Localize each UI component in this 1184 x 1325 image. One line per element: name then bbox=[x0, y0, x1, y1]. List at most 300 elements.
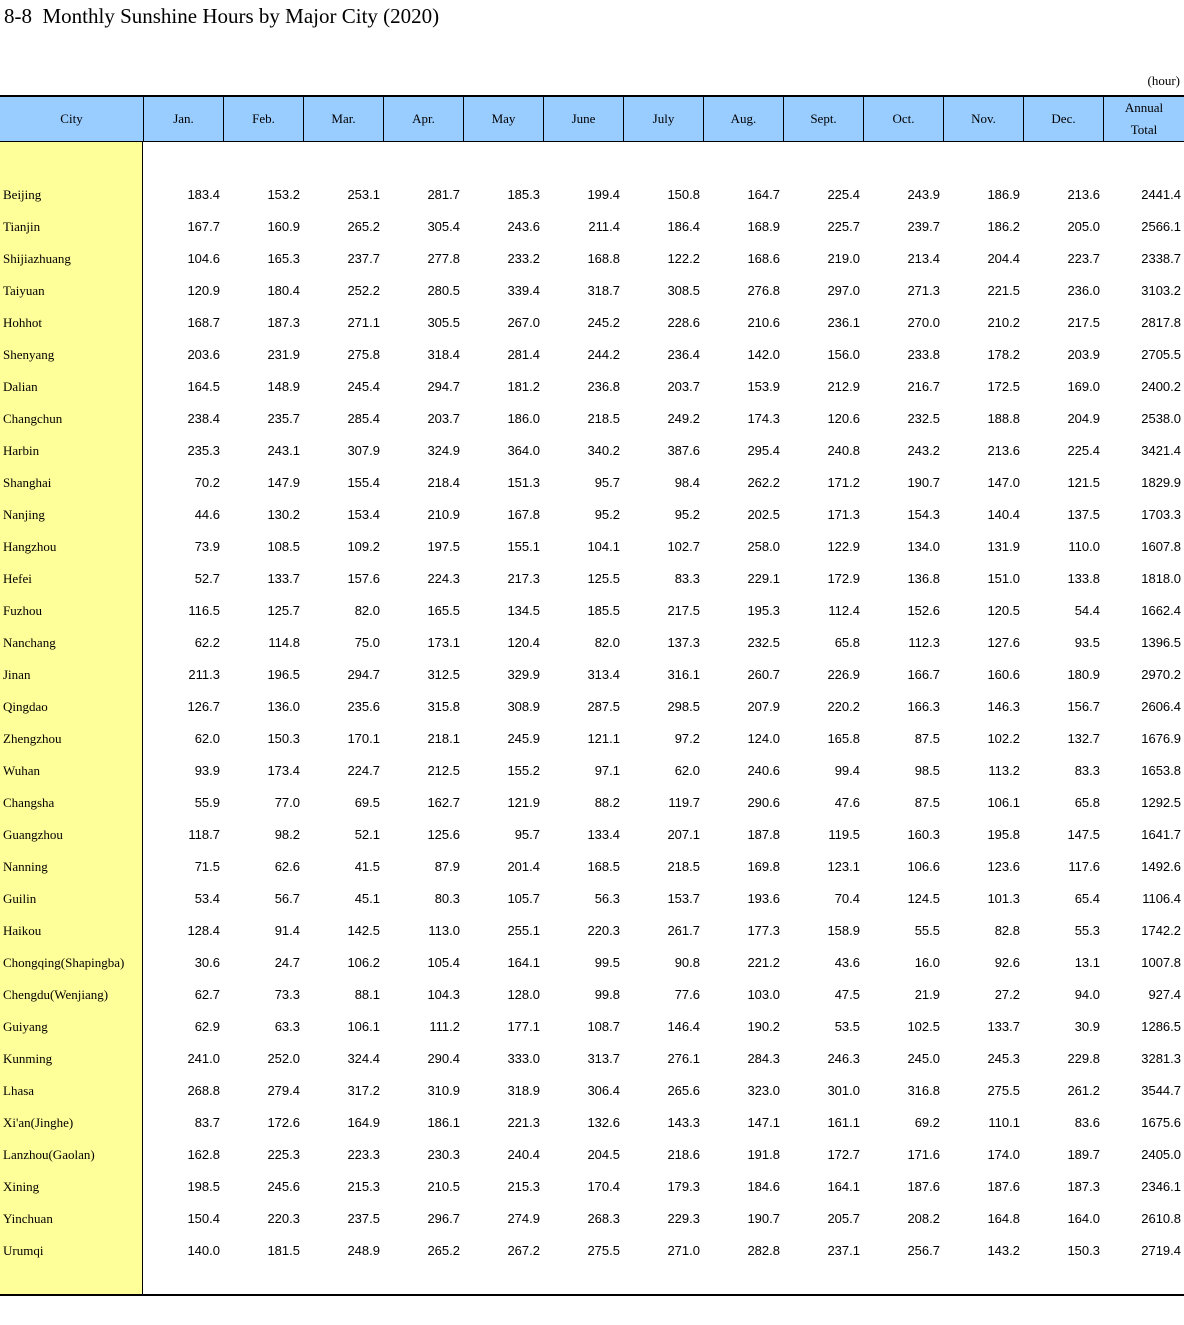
month-value: 97.2 bbox=[674, 731, 700, 746]
month-value: 150.4 bbox=[187, 1211, 220, 1226]
month-value: 65.8 bbox=[1074, 795, 1100, 810]
month-value: 181.5 bbox=[267, 1243, 300, 1258]
month-value: 52.1 bbox=[354, 827, 380, 842]
month-value: 133.4 bbox=[587, 827, 620, 842]
month-value: 87.5 bbox=[914, 731, 940, 746]
month-value: 92.6 bbox=[994, 955, 1020, 970]
month-value: 153.9 bbox=[747, 379, 780, 394]
month-value: 172.6 bbox=[267, 1115, 300, 1130]
month-value: 223.3 bbox=[347, 1147, 380, 1162]
table-row bbox=[0, 724, 1184, 756]
month-value: 13.1 bbox=[1074, 955, 1100, 970]
month-value: 217.3 bbox=[507, 571, 540, 586]
month-value: 166.7 bbox=[907, 667, 940, 682]
annual-total-value: 1607.8 bbox=[1141, 539, 1181, 554]
month-value: 244.2 bbox=[587, 347, 620, 362]
month-value: 133.7 bbox=[987, 1019, 1020, 1034]
month-value: 75.0 bbox=[354, 635, 380, 650]
month-value: 24.7 bbox=[274, 955, 300, 970]
annual-total-value: 2566.1 bbox=[1141, 219, 1181, 234]
month-value: 120.6 bbox=[827, 411, 860, 426]
month-value: 95.2 bbox=[674, 507, 700, 522]
month-value: 245.2 bbox=[587, 315, 620, 330]
month-value: 167.8 bbox=[507, 507, 540, 522]
month-value: 56.3 bbox=[594, 891, 620, 906]
month-value: 223.7 bbox=[1067, 251, 1100, 266]
header-month: July bbox=[623, 97, 703, 141]
annual-total-value: 1492.6 bbox=[1141, 859, 1181, 874]
month-value: 210.2 bbox=[987, 315, 1020, 330]
month-value: 173.1 bbox=[427, 635, 460, 650]
month-value: 83.3 bbox=[674, 571, 700, 586]
month-value: 101.3 bbox=[987, 891, 1020, 906]
month-value: 168.9 bbox=[747, 219, 780, 234]
header-month: Sept. bbox=[783, 97, 863, 141]
month-value: 294.7 bbox=[347, 667, 380, 682]
month-value: 220.2 bbox=[827, 699, 860, 714]
month-value: 239.7 bbox=[907, 219, 940, 234]
month-value: 131.9 bbox=[987, 539, 1020, 554]
month-value: 265.6 bbox=[667, 1083, 700, 1098]
month-value: 106.1 bbox=[347, 1019, 380, 1034]
month-value: 171.3 bbox=[827, 507, 860, 522]
month-value: 212.9 bbox=[827, 379, 860, 394]
month-value: 235.6 bbox=[347, 699, 380, 714]
month-value: 190.2 bbox=[747, 1019, 780, 1034]
month-value: 225.3 bbox=[267, 1147, 300, 1162]
month-value: 156.7 bbox=[1067, 699, 1100, 714]
month-value: 73.3 bbox=[274, 987, 300, 1002]
month-value: 229.3 bbox=[667, 1211, 700, 1226]
month-value: 65.4 bbox=[1074, 891, 1100, 906]
month-value: 211.3 bbox=[188, 667, 220, 682]
month-value: 268.8 bbox=[187, 1083, 220, 1098]
month-value: 82.0 bbox=[594, 635, 620, 650]
month-value: 147.0 bbox=[987, 475, 1020, 490]
month-value: 128.0 bbox=[507, 987, 540, 1002]
month-value: 217.5 bbox=[667, 603, 700, 618]
city-name: Fuzhou bbox=[3, 603, 42, 618]
header-annual-line1: Annual bbox=[1124, 100, 1164, 115]
month-value: 224.3 bbox=[427, 571, 460, 586]
table-row bbox=[0, 1044, 1184, 1076]
header-annual-total bbox=[1103, 97, 1184, 141]
month-value: 249.2 bbox=[667, 411, 700, 426]
month-value: 189.7 bbox=[1067, 1147, 1100, 1162]
month-value: 83.3 bbox=[1074, 763, 1100, 778]
annual-total-value: 2338.7 bbox=[1141, 251, 1181, 266]
month-value: 171.2 bbox=[827, 475, 860, 490]
month-value: 307.9 bbox=[347, 443, 380, 458]
month-value: 124.0 bbox=[747, 731, 780, 746]
month-value: 83.6 bbox=[1074, 1115, 1100, 1130]
month-value: 308.9 bbox=[507, 699, 540, 714]
city-name: Kunming bbox=[3, 1051, 53, 1066]
month-value: 252.2 bbox=[347, 283, 380, 298]
month-value: 55.9 bbox=[194, 795, 220, 810]
table-row bbox=[0, 756, 1184, 788]
month-value: 165.8 bbox=[827, 731, 860, 746]
month-value: 150.3 bbox=[267, 731, 300, 746]
month-value: 108.5 bbox=[267, 539, 300, 554]
month-value: 305.4 bbox=[427, 219, 460, 234]
city-name: Dalian bbox=[3, 379, 38, 394]
month-value: 157.6 bbox=[347, 571, 380, 586]
month-value: 298.5 bbox=[667, 699, 700, 714]
month-value: 53.4 bbox=[194, 891, 220, 906]
annual-total-value: 2705.5 bbox=[1141, 347, 1181, 362]
month-value: 226.9 bbox=[827, 667, 860, 682]
month-value: 106.1 bbox=[987, 795, 1020, 810]
table-row bbox=[0, 660, 1184, 692]
month-value: 237.7 bbox=[347, 251, 380, 266]
month-value: 121.9 bbox=[507, 795, 540, 810]
month-value: 30.9 bbox=[1074, 1019, 1100, 1034]
month-value: 203.6 bbox=[187, 347, 220, 362]
month-value: 205.0 bbox=[1067, 219, 1100, 234]
month-value: 225.7 bbox=[827, 219, 860, 234]
month-value: 243.9 bbox=[907, 187, 940, 202]
month-value: 317.2 bbox=[347, 1083, 380, 1098]
month-value: 110.0 bbox=[1068, 539, 1100, 554]
month-value: 150.8 bbox=[667, 187, 700, 202]
month-value: 106.6 bbox=[907, 859, 940, 874]
city-name: Xi'an(Jinghe) bbox=[3, 1115, 74, 1130]
annual-total-value: 2719.4 bbox=[1141, 1243, 1181, 1258]
table-row bbox=[0, 340, 1184, 372]
table-row bbox=[0, 468, 1184, 500]
month-value: 324.4 bbox=[347, 1051, 380, 1066]
month-value: 340.2 bbox=[587, 443, 620, 458]
month-value: 125.6 bbox=[427, 827, 460, 842]
month-value: 256.7 bbox=[907, 1243, 940, 1258]
month-value: 260.7 bbox=[747, 667, 780, 682]
header-month: Jan. bbox=[143, 97, 223, 141]
month-value: 142.5 bbox=[347, 923, 380, 938]
table-row bbox=[0, 436, 1184, 468]
month-value: 105.7 bbox=[507, 891, 540, 906]
month-value: 165.5 bbox=[427, 603, 460, 618]
month-value: 137.5 bbox=[1067, 507, 1100, 522]
month-value: 215.3 bbox=[507, 1179, 540, 1194]
header-month: Dec. bbox=[1023, 97, 1103, 141]
month-value: 190.7 bbox=[747, 1211, 780, 1226]
month-value: 282.8 bbox=[747, 1243, 780, 1258]
annual-total-value: 2610.8 bbox=[1141, 1211, 1181, 1226]
month-value: 127.6 bbox=[987, 635, 1020, 650]
month-value: 90.8 bbox=[674, 955, 700, 970]
table-row bbox=[0, 372, 1184, 404]
month-value: 318.7 bbox=[587, 283, 620, 298]
month-value: 197.5 bbox=[427, 539, 460, 554]
month-value: 285.4 bbox=[347, 411, 380, 426]
month-value: 105.4 bbox=[427, 955, 460, 970]
month-value: 102.2 bbox=[987, 731, 1020, 746]
month-value: 207.1 bbox=[667, 827, 700, 842]
month-value: 193.6 bbox=[747, 891, 780, 906]
month-value: 117.6 bbox=[1068, 859, 1100, 874]
table-row bbox=[0, 532, 1184, 564]
month-value: 185.3 bbox=[507, 187, 540, 202]
month-value: 213.4 bbox=[907, 251, 940, 266]
annual-total-value: 1641.7 bbox=[1141, 827, 1181, 842]
month-value: 164.8 bbox=[987, 1211, 1020, 1226]
month-value: 253.1 bbox=[347, 187, 380, 202]
month-value: 128.4 bbox=[187, 923, 220, 938]
month-value: 221.3 bbox=[507, 1115, 540, 1130]
month-value: 308.5 bbox=[667, 283, 700, 298]
month-value: 62.6 bbox=[274, 859, 300, 874]
month-value: 271.0 bbox=[667, 1243, 700, 1258]
month-value: 195.8 bbox=[987, 827, 1020, 842]
month-value: 275.8 bbox=[347, 347, 380, 362]
month-value: 98.2 bbox=[274, 827, 300, 842]
month-value: 306.4 bbox=[587, 1083, 620, 1098]
city-name: Beijing bbox=[3, 187, 42, 202]
city-name: Lhasa bbox=[3, 1083, 35, 1098]
month-value: 77.6 bbox=[674, 987, 700, 1002]
month-value: 218.1 bbox=[427, 731, 460, 746]
month-value: 126.7 bbox=[187, 699, 220, 714]
month-value: 203.9 bbox=[1067, 347, 1100, 362]
month-value: 62.9 bbox=[194, 1019, 220, 1034]
month-value: 168.5 bbox=[587, 859, 620, 874]
city-name: Shenyang bbox=[3, 347, 55, 362]
month-value: 88.1 bbox=[354, 987, 380, 1002]
month-value: 318.9 bbox=[507, 1083, 540, 1098]
city-name: Wuhan bbox=[3, 763, 41, 778]
month-value: 94.0 bbox=[1074, 987, 1100, 1002]
month-value: 218.6 bbox=[667, 1147, 700, 1162]
city-name: Changchun bbox=[3, 411, 63, 426]
month-value: 169.0 bbox=[1067, 379, 1100, 394]
month-value: 172.9 bbox=[827, 571, 860, 586]
annual-total-value: 1818.0 bbox=[1141, 571, 1181, 586]
month-value: 229.8 bbox=[1067, 1051, 1100, 1066]
month-value: 118.7 bbox=[188, 827, 220, 842]
city-name: Lanzhou(Gaolan) bbox=[3, 1147, 95, 1162]
annual-total-value: 2441.4 bbox=[1141, 187, 1181, 202]
month-value: 55.3 bbox=[1074, 923, 1100, 938]
month-value: 121.1 bbox=[587, 731, 620, 746]
month-value: 245.9 bbox=[507, 731, 540, 746]
header-annual-line2: Total bbox=[1130, 122, 1158, 137]
table-row bbox=[0, 596, 1184, 628]
month-value: 62.7 bbox=[194, 987, 220, 1002]
month-value: 155.2 bbox=[507, 763, 540, 778]
month-value: 111.2 bbox=[429, 1019, 460, 1034]
month-value: 99.4 bbox=[834, 763, 860, 778]
month-value: 70.4 bbox=[834, 891, 860, 906]
month-value: 91.4 bbox=[274, 923, 300, 938]
month-value: 294.7 bbox=[427, 379, 460, 394]
city-name: Xining bbox=[3, 1179, 40, 1194]
month-value: 99.8 bbox=[594, 987, 620, 1002]
month-value: 275.5 bbox=[587, 1243, 620, 1258]
month-value: 88.2 bbox=[594, 795, 620, 810]
month-value: 212.5 bbox=[427, 763, 460, 778]
city-name: Hefei bbox=[3, 571, 32, 586]
month-value: 180.9 bbox=[1067, 667, 1100, 682]
month-value: 236.1 bbox=[827, 315, 860, 330]
month-value: 174.0 bbox=[987, 1147, 1020, 1162]
month-value: 205.7 bbox=[827, 1211, 860, 1226]
month-value: 140.0 bbox=[187, 1243, 220, 1258]
city-name: Taiyuan bbox=[3, 283, 45, 298]
month-value: 62.0 bbox=[674, 763, 700, 778]
month-value: 83.7 bbox=[194, 1115, 220, 1130]
header-month: May bbox=[463, 97, 543, 141]
month-value: 167.7 bbox=[187, 219, 220, 234]
month-value: 143.3 bbox=[667, 1115, 700, 1130]
month-value: 238.4 bbox=[187, 411, 220, 426]
month-value: 106.2 bbox=[347, 955, 380, 970]
table-row bbox=[0, 628, 1184, 660]
month-value: 196.5 bbox=[267, 667, 300, 682]
table-row bbox=[0, 980, 1184, 1012]
annual-total-value: 3281.3 bbox=[1141, 1051, 1181, 1066]
month-value: 102.5 bbox=[907, 1019, 940, 1034]
month-value: 112.4 bbox=[828, 603, 860, 618]
month-value: 290.6 bbox=[747, 795, 780, 810]
month-value: 195.3 bbox=[747, 603, 780, 618]
annual-total-value: 2606.4 bbox=[1141, 699, 1181, 714]
month-value: 160.9 bbox=[267, 219, 300, 234]
month-value: 73.9 bbox=[194, 539, 220, 554]
month-value: 143.2 bbox=[987, 1243, 1020, 1258]
city-name: Hohhot bbox=[3, 315, 42, 330]
month-value: 171.6 bbox=[907, 1147, 940, 1162]
month-value: 45.1 bbox=[354, 891, 380, 906]
header-month: Oct. bbox=[863, 97, 943, 141]
month-value: 43.6 bbox=[834, 955, 860, 970]
city-name: Guiyang bbox=[3, 1019, 48, 1034]
month-value: 181.2 bbox=[507, 379, 540, 394]
month-value: 147.5 bbox=[1067, 827, 1100, 842]
table-row bbox=[0, 788, 1184, 820]
month-value: 104.6 bbox=[187, 251, 220, 266]
month-value: 243.2 bbox=[907, 443, 940, 458]
month-value: 187.8 bbox=[747, 827, 780, 842]
table-row bbox=[0, 180, 1184, 212]
city-name: Harbin bbox=[3, 443, 40, 458]
month-value: 190.7 bbox=[907, 475, 940, 490]
month-value: 220.3 bbox=[587, 923, 620, 938]
city-name: Shanghai bbox=[3, 475, 52, 490]
month-value: 122.9 bbox=[827, 539, 860, 554]
month-value: 310.9 bbox=[427, 1083, 460, 1098]
month-value: 95.2 bbox=[594, 507, 620, 522]
annual-total-value: 1007.8 bbox=[1141, 955, 1181, 970]
table-row bbox=[0, 404, 1184, 436]
month-value: 162.7 bbox=[427, 795, 460, 810]
month-value: 99.5 bbox=[594, 955, 620, 970]
annual-total-value: 1742.2 bbox=[1141, 923, 1181, 938]
month-value: 172.7 bbox=[827, 1147, 860, 1162]
month-value: 155.1 bbox=[507, 539, 540, 554]
month-value: 65.8 bbox=[834, 635, 860, 650]
month-value: 30.6 bbox=[194, 955, 220, 970]
month-value: 295.4 bbox=[747, 443, 780, 458]
city-name: Haikou bbox=[3, 923, 42, 938]
month-value: 177.3 bbox=[747, 923, 780, 938]
city-name: Nanjing bbox=[3, 507, 45, 522]
month-value: 279.4 bbox=[267, 1083, 300, 1098]
month-value: 186.0 bbox=[507, 411, 540, 426]
month-value: 187.3 bbox=[267, 315, 300, 330]
month-value: 186.4 bbox=[667, 219, 700, 234]
month-value: 243.6 bbox=[507, 219, 540, 234]
month-value: 153.7 bbox=[667, 891, 700, 906]
month-value: 104.1 bbox=[587, 539, 620, 554]
month-value: 312.5 bbox=[427, 667, 460, 682]
month-value: 108.7 bbox=[587, 1019, 620, 1034]
month-value: 80.3 bbox=[434, 891, 460, 906]
month-value: 103.0 bbox=[747, 987, 780, 1002]
month-value: 123.1 bbox=[827, 859, 860, 874]
month-value: 297.0 bbox=[827, 283, 860, 298]
month-value: 151.0 bbox=[987, 571, 1020, 586]
month-value: 233.2 bbox=[507, 251, 540, 266]
month-value: 235.3 bbox=[187, 443, 220, 458]
month-value: 55.5 bbox=[914, 923, 940, 938]
month-value: 136.0 bbox=[267, 699, 300, 714]
month-value: 113.0 bbox=[428, 923, 460, 938]
city-name: Zhengzhou bbox=[3, 731, 62, 746]
month-value: 203.7 bbox=[667, 379, 700, 394]
month-value: 243.1 bbox=[267, 443, 300, 458]
city-name: Changsha bbox=[3, 795, 55, 810]
month-value: 162.8 bbox=[187, 1147, 220, 1162]
month-value: 221.5 bbox=[987, 283, 1020, 298]
month-value: 150.3 bbox=[1067, 1243, 1100, 1258]
month-value: 134.0 bbox=[907, 539, 940, 554]
header-city: City bbox=[60, 111, 83, 126]
month-value: 276.8 bbox=[747, 283, 780, 298]
table-row bbox=[0, 1204, 1184, 1236]
month-value: 161.1 bbox=[827, 1115, 860, 1130]
month-value: 125.7 bbox=[267, 603, 300, 618]
month-value: 93.9 bbox=[194, 763, 220, 778]
month-value: 56.7 bbox=[274, 891, 300, 906]
month-value: 261.2 bbox=[1067, 1083, 1100, 1098]
month-value: 270.0 bbox=[907, 315, 940, 330]
unit-label: (hour) bbox=[1147, 73, 1180, 88]
city-name: Qingdao bbox=[3, 699, 48, 714]
table-row bbox=[0, 500, 1184, 532]
month-value: 168.7 bbox=[187, 315, 220, 330]
month-value: 164.5 bbox=[187, 379, 220, 394]
month-value: 215.3 bbox=[347, 1179, 380, 1194]
month-value: 199.4 bbox=[587, 187, 620, 202]
month-value: 62.2 bbox=[194, 635, 220, 650]
city-name: Tianjin bbox=[3, 219, 41, 234]
month-value: 52.7 bbox=[194, 571, 220, 586]
month-value: 204.9 bbox=[1067, 411, 1100, 426]
month-value: 113.2 bbox=[988, 763, 1020, 778]
month-value: 130.2 bbox=[267, 507, 300, 522]
month-value: 164.1 bbox=[827, 1179, 860, 1194]
month-value: 187.6 bbox=[987, 1179, 1020, 1194]
month-value: 198.5 bbox=[187, 1179, 220, 1194]
month-value: 210.5 bbox=[427, 1179, 460, 1194]
month-value: 116.5 bbox=[188, 603, 220, 618]
month-value: 186.9 bbox=[987, 187, 1020, 202]
month-value: 211.4 bbox=[588, 219, 620, 234]
month-value: 188.8 bbox=[987, 411, 1020, 426]
table-row bbox=[0, 308, 1184, 340]
month-value: 98.4 bbox=[674, 475, 700, 490]
